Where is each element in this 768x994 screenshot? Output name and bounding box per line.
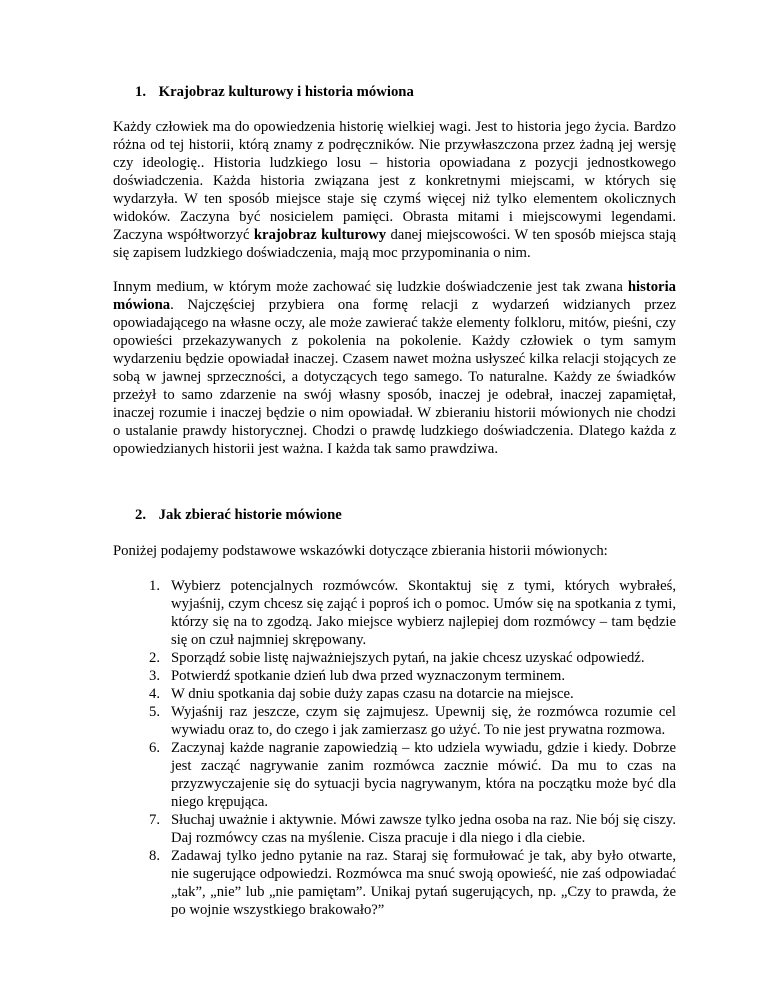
item-number: 3. (149, 668, 161, 684)
paragraph-text: Innym medium, w którym może zachować się ludzkie doświadczenie jest tak zwana (113, 279, 628, 295)
guidelines-list (113, 577, 676, 919)
item-text: Potwierdź spotkanie dzień lub dwa przed wyznaczonym terminem. (171, 668, 565, 684)
item-number: 7. (149, 812, 161, 828)
intro-paragraph: Poniżej podajemy podstawowe wskazówki dotyczące zbierania historii mówionych: (113, 543, 608, 559)
list-item (113, 739, 676, 811)
item-text: Wybierz potencjalnych rozmówców. Skontaktuj się z tymi, których wybrałeś, wyjaśnij, czym chcesz się zająć i poproś ich o pomoc. Umów się na spotkania z tymi, którzy się na to zgodzą. Jako miejsce wybierz najlepiej dom rozmówcy – tam będzie się on czuł najmniej skrępowany. (171, 578, 676, 648)
paragraph-text: . Najczęściej przybiera ona formę relacji z wydarzeń widzianych przez opowiadającego na własne oczy, ale może zawierać także elementy folkloru, mitów, pieśni, czy opowieści przekazywanych z pokolenia na pokolenie. Każdy człowiek o tym samym wydarzeniu będzie opowiadał inaczej. Czasem nawet można usłyszeć kilka relacji stojących ze sobą w jawnej sprzeczności, a dotyczących tego samego. To naturalne. Każdy ze świadków przeżył to samo zdarzenie na swój własny sposób, inaczej je odebrał, inaczej zapamiętał, inaczej rozumie i inaczej będzie o nim opowiadał. W zbieraniu historii mówionych nie chodzi o ustalanie prawdy historycznej. Chodzi o prawdę ludzkiego doświadczenia. Dlatego każda z opowiedzianych historii jest ważna. I każda tak samo prawdziwa. (113, 297, 676, 457)
item-text: Wyjaśnij raz jeszcze, czym się zajmujesz. Upewnij się, że rozmówca rozumie cel wywiadu oraz to, do czego i jak zamierzasz go użyć. To nie jest prywatna rozmowa. (171, 704, 676, 738)
paragraph-text: Każdy człowiek ma do opowiedzenia historię wielkiej wagi. Jest to historia jego życia. Bardzo różna od tej historii, którą znamy z podręczników. Nie przywłaszczona przez żadną jej wersję czy ideologię.. Historia ludzkiego losu – historia opowiadana z pozycji jednostkowego doświadczenia. Każda historia związana jest z konkretnymi miejscami, w których się wydarzyła. W ten sposób miejsce staje się czymś więcej niż tylko elementem okolicznych widoków. Zaczyna być nosicielem pamięci. Obrasta mitami i miejscowymi legendami. Zaczyna współtworzyć (113, 119, 676, 243)
section-heading-2 (113, 506, 676, 524)
list-item (113, 577, 676, 649)
list-item (113, 847, 676, 919)
section-title: Krajobraz kulturowy i historia mówiona (158, 84, 414, 100)
section-number: 2. (135, 507, 147, 523)
list-item (113, 811, 676, 847)
bold-term: krajobraz kulturowy (253, 227, 387, 243)
section-title: Jak zbierać historie mówione (158, 507, 342, 523)
item-number: 2. (149, 650, 161, 666)
paragraph-text: danej miejscowości. W ten sposób miejsca stają się zapisem ludzkiego doświadczenia, mają moc przypominania o nim. (113, 227, 676, 261)
bold-term: historia mówiona (113, 279, 676, 313)
section-number: 1. (135, 84, 147, 100)
item-text: Słuchaj uważnie i aktywnie. Mówi zawsze tylko jedna osoba na raz. Nie bój się ciszy. Daj rozmówcy czas na myślenie. Cisza pracuje i dla niego i dla ciebie. (171, 812, 676, 846)
item-text: W dniu spotkania daj sobie duży zapas czasu na dotarcie na miejsce. (171, 686, 574, 702)
item-number: 6. (149, 740, 161, 756)
item-number: 5. (149, 704, 161, 720)
list-item (113, 703, 676, 739)
paragraph-oral-history (113, 278, 676, 458)
item-number: 4. (149, 686, 161, 702)
item-text: Zaczynaj każde nagranie zapowiedzią – kto udziela wywiadu, gdzie i kiedy. Dobrze jest zacząć nagrywanie zanim rozmówca zacznie mówić. Da mu to czas na przyzwyczajenie się do sytuacji bycia nagrywanym, która na początku może być dla niego krępująca. (171, 740, 676, 810)
item-text: Zadawaj tylko jedno pytanie na raz. Staraj się formułować je tak, aby było otwarte, nie sugerujące odpowiedzi. Rozmówca ma snuć swoją opowieść, nie zaś odpowiadać „tak”, „nie” lub „nie pamiętam”. Unikaj pytań sugerujących, np. „Czy to prawda, że po wojnie wszystkiego brakowało?” (171, 848, 676, 918)
item-number: 1. (149, 578, 161, 594)
section-heading-1 (113, 83, 676, 101)
paragraph-cultural-landscape (113, 118, 676, 262)
item-text: Sporządź sobie listę najważniejszych pytań, na jakie chcesz uzyskać odpowiedź. (171, 650, 645, 666)
list-item (113, 667, 676, 685)
list-item (113, 649, 676, 667)
document-page (113, 83, 676, 919)
item-number: 8. (149, 848, 161, 864)
list-item (113, 685, 676, 703)
